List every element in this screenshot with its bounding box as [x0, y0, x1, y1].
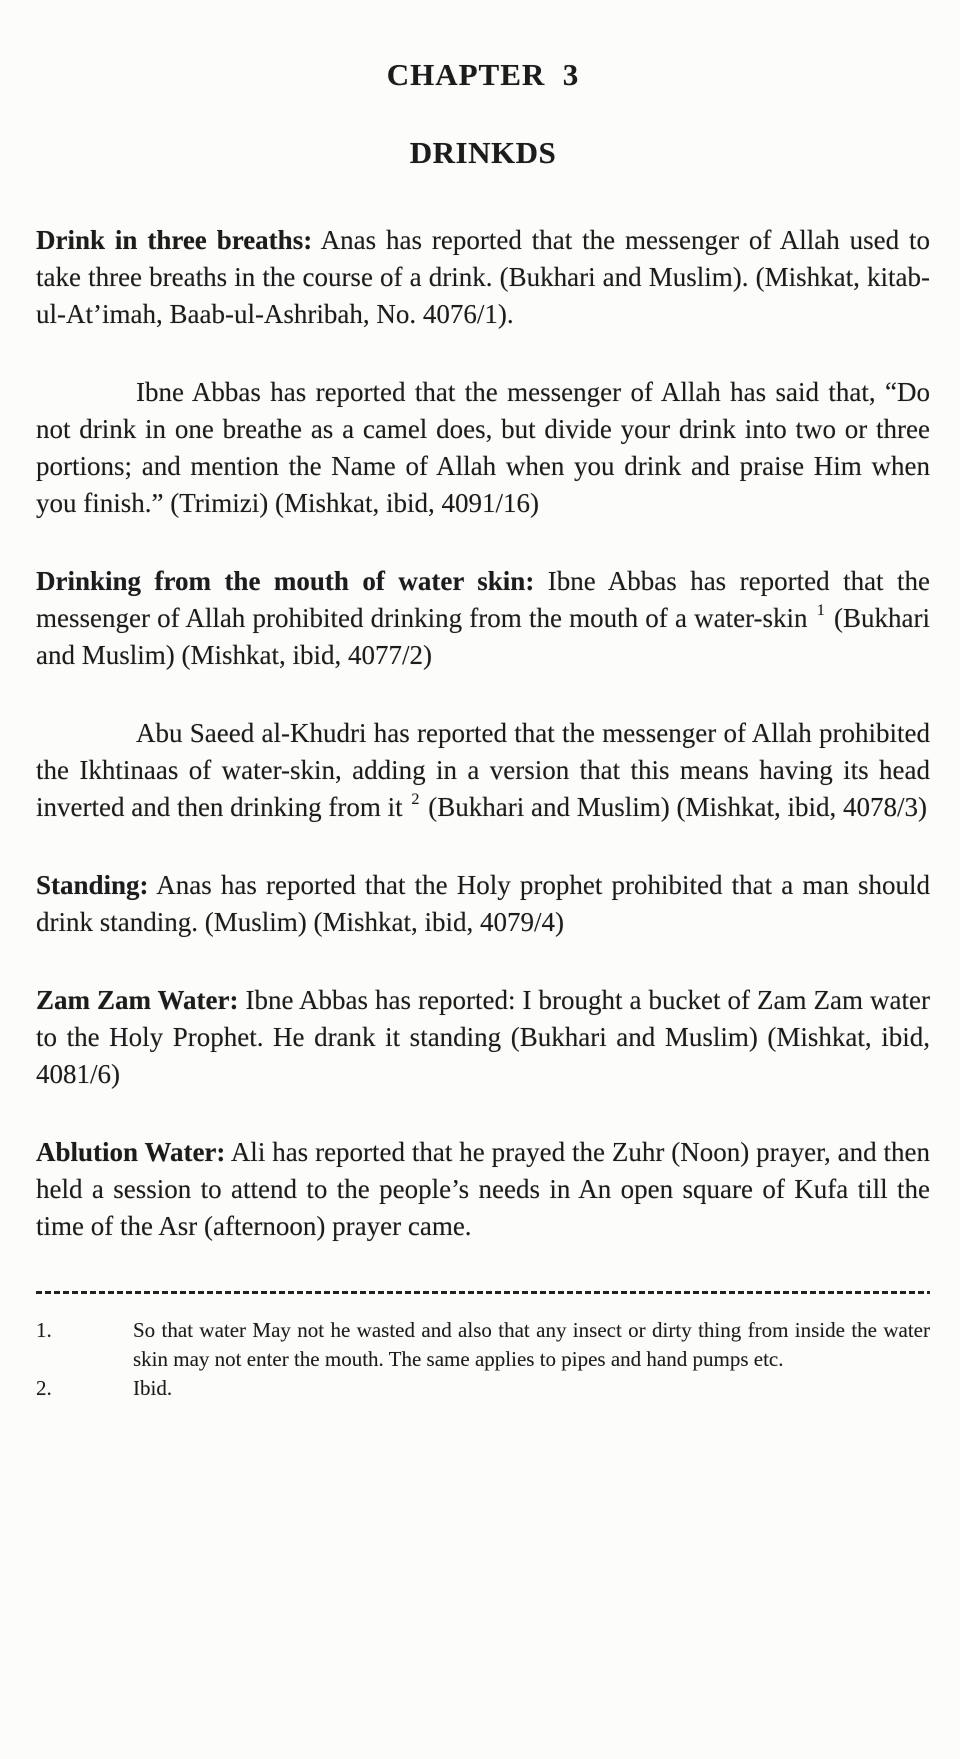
page-title: DRINKDS [409, 135, 557, 170]
paragraph-lead: Zam Zam Water: [36, 985, 239, 1015]
footnote-number: 1. [36, 1318, 52, 1342]
footnote-number: 2. [36, 1376, 52, 1400]
footnote-text: Ibid. [133, 1376, 173, 1400]
paragraph-1: Drink in three breaths: Anas has reported that the messenger of Allah used to take three breaths in the course of a drink. (Bukhari and Muslim). (Mishkat, kitab-ul-At’imah, Baab-ul-Ashribah, No. 4076/1). [36, 225, 931, 329]
chapter-heading: CHAPTER 3 [386, 57, 580, 92]
footnote-separator [36, 1291, 930, 1294]
footnote-ref: 1 [816, 601, 825, 619]
paragraph-lead: Drinking from the mouth of water skin: [36, 566, 535, 596]
paragraph-6: Zam Zam Water: Ibne Abbas has reported: I brought a bucket of Zam Zam water to the Holy Prophet. He drank it standing (Bukhari and Muslim) (Mishkat, ibid, 4081/6) [36, 985, 931, 1089]
paragraph-lead: Ablution Water: [36, 1137, 226, 1167]
footnote-ref: 2 [411, 790, 420, 808]
paragraph-lead: Drink in three breaths: [36, 225, 313, 255]
paragraph-lead: Standing: [36, 870, 149, 900]
footnotes [36, 1316, 930, 1403]
paragraph-2: Ibne Abbas has reported that the messenger of Allah has said that, “Do not drink in one breathe as a camel does, but divide your drink into two or three portions; and mention the Name of Allah when you drink and praise Him when you finish.” (Trimizi) (Mishkat, ibid, 4091/16) [36, 377, 930, 518]
footnote-text: So that water May not he wasted and also that any insect or dirty thing from inside the water skin may not enter the mouth. The same applies to pipes and hand pumps etc. [133, 1318, 930, 1371]
body-text [36, 222, 930, 1245]
paragraph-3: Drinking from the mouth of water skin: Ibne Abbas has reported that the messenger of Allah prohibited drinking from the mouth of a water-skin $^1$ (Bukhari and Muslim) (Mishkat, ibid, 4077/2) [36, 566, 931, 670]
paragraph-7: Ablution Water: Ali has reported that he prayed the Zuhr (Noon) prayer, and then held a session to attend to the people’s needs in An open square of Kufa till the time of the Asr (afternoon) prayer came. [36, 1137, 930, 1241]
footnote-1 [36, 1316, 930, 1374]
paragraph-5: Standing: Anas has reported that the Holy prophet prohibited that a man should drink standing. (Muslim) (Mishkat, ibid, 4079/4) [36, 870, 931, 937]
footnote-2 [36, 1374, 930, 1403]
paragraph-4: Abu Saeed al-Khudri has reported that the messenger of Allah prohibited the Ikhtinaas of water-skin, adding in a version that this means having its head inverted and then drinking from it $^2$ (Bukhari and Muslim) (Mishkat, ibid, 4078/3) [36, 718, 930, 822]
